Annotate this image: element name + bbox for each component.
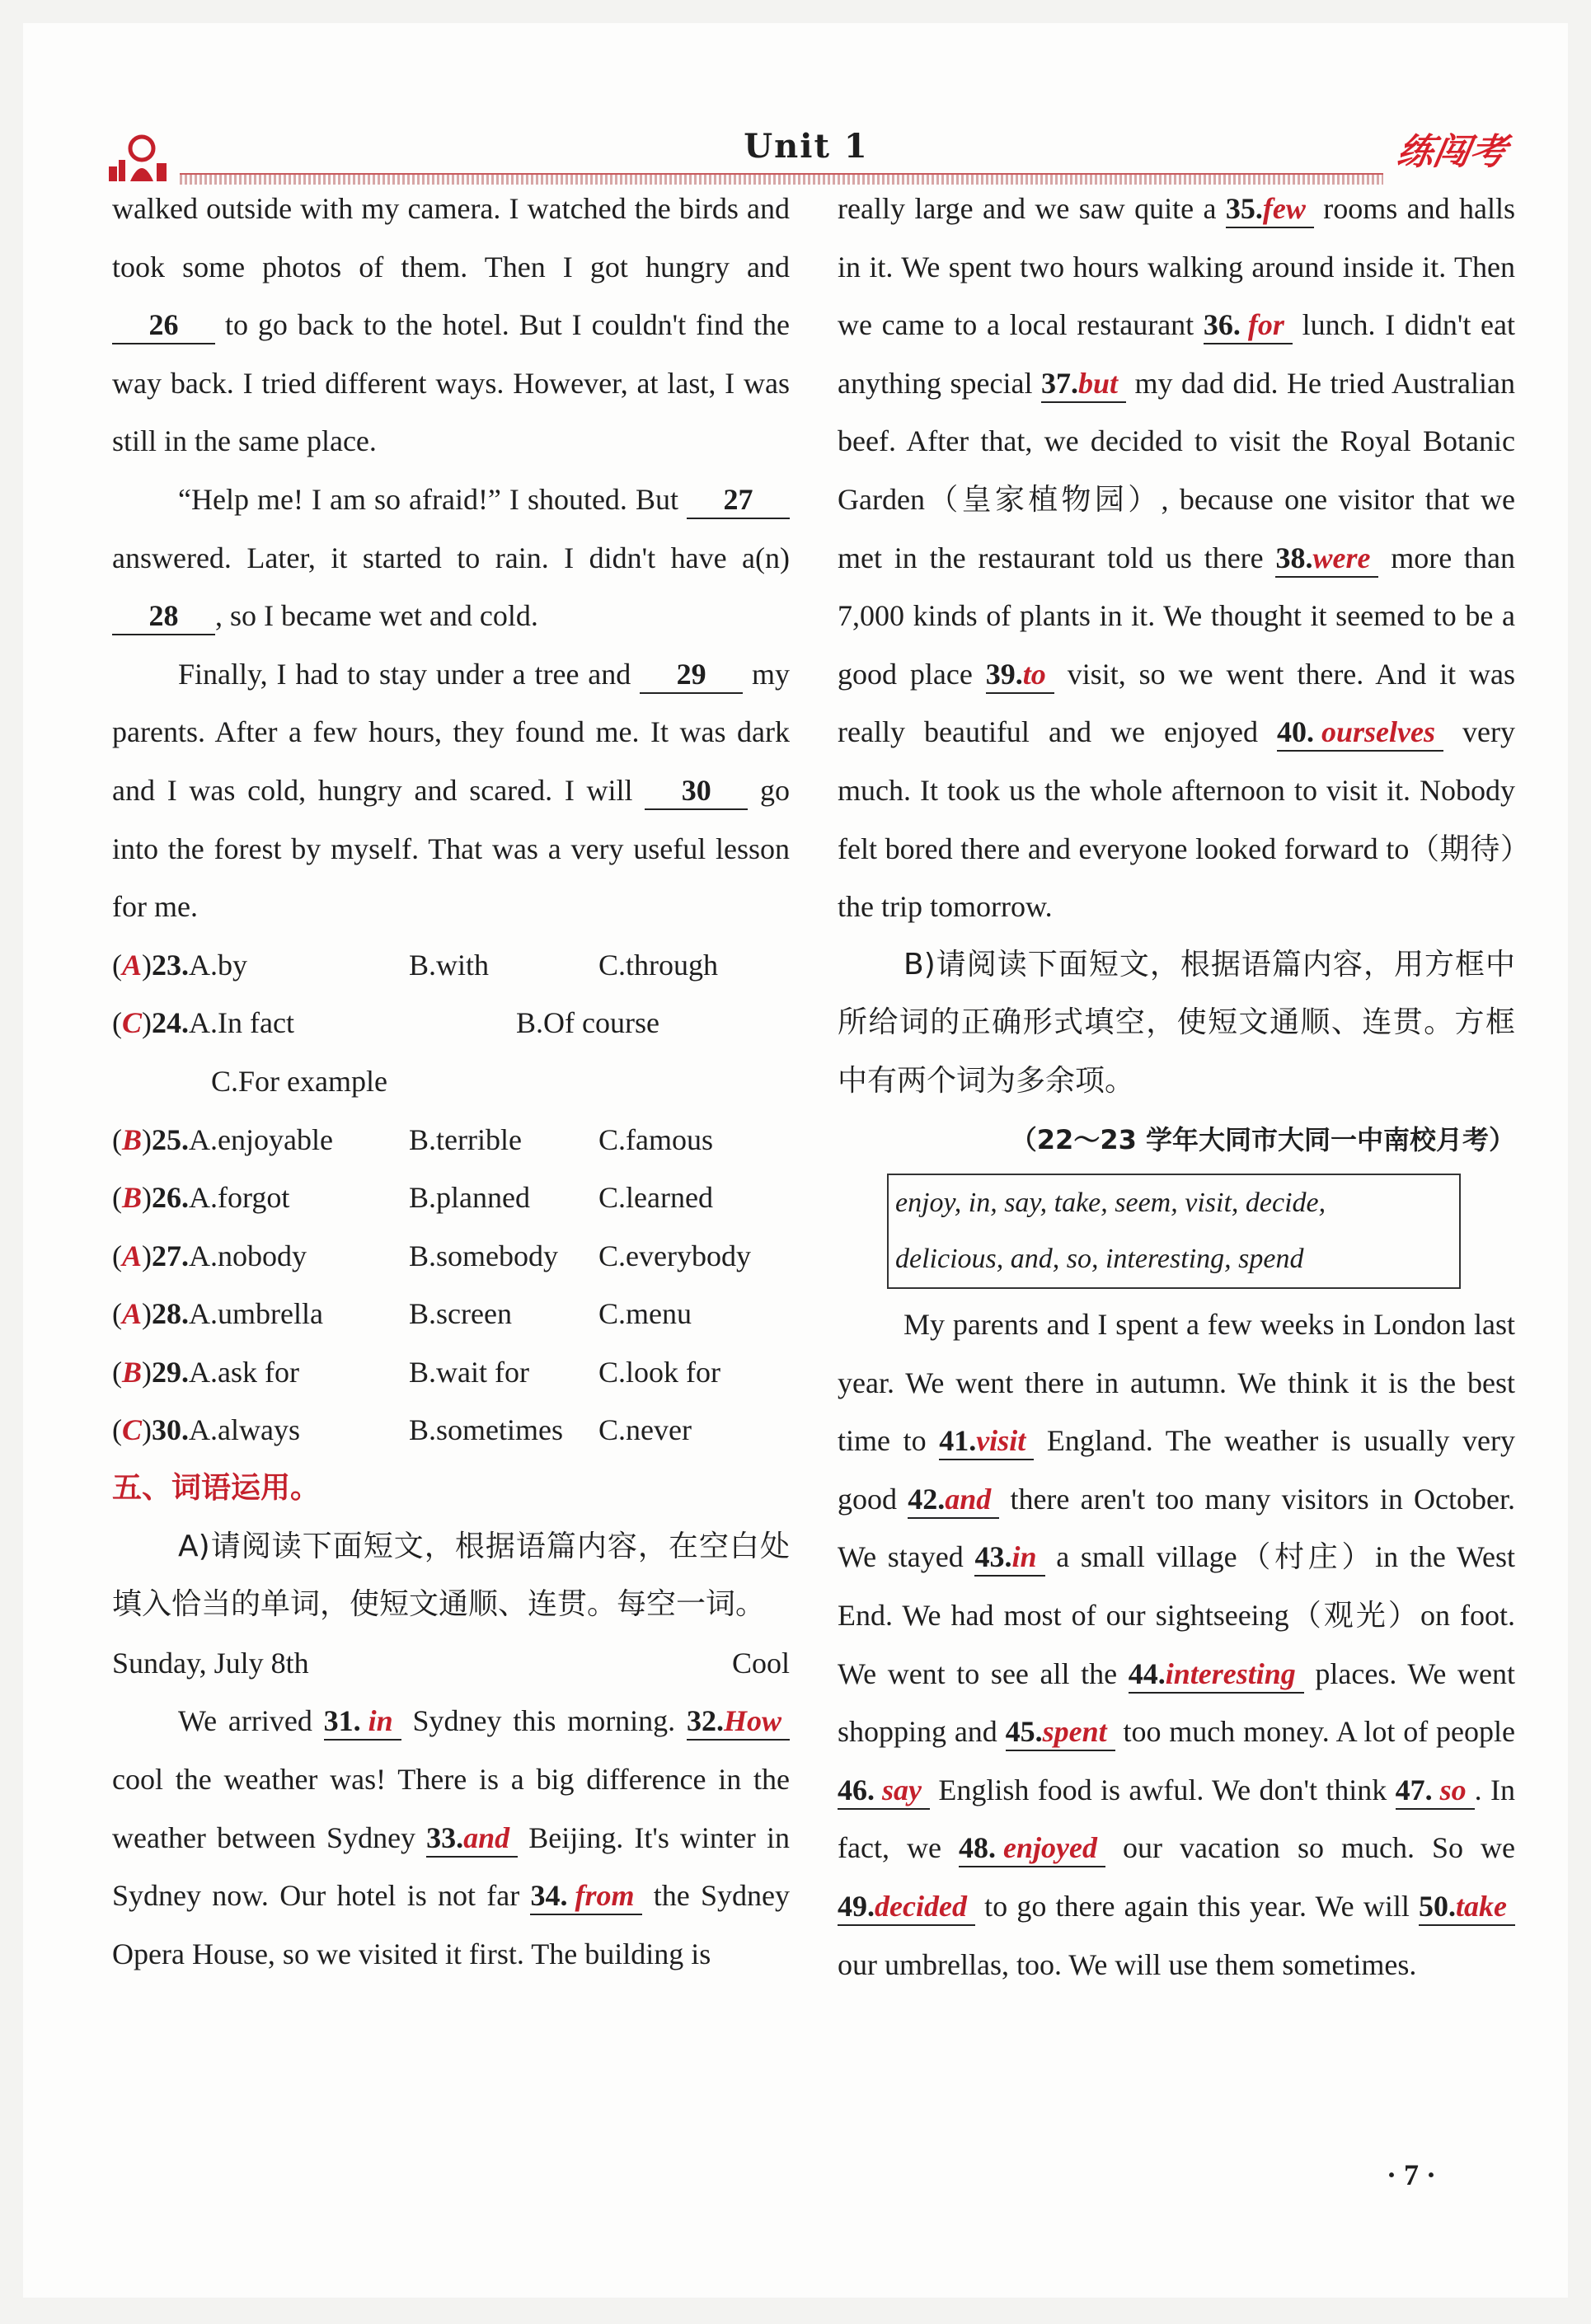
text: “Help me! I am so afraid!” I shouted. But [178,482,678,516]
answer-41[interactable] [939,1422,1034,1460]
answer-word: to [1022,657,1046,691]
answer-32[interactable] [687,1703,790,1741]
option-c[interactable]: C.everybody [598,1239,751,1272]
option-a[interactable]: A.In fact [189,1006,294,1040]
text: too much money. A lot of people [1123,1715,1516,1749]
text: cool the weather was! There is a big difference in the weather between Sydney [112,1763,790,1854]
answer-33[interactable] [426,1820,518,1858]
question-number: 35. [1225,192,1263,225]
answer-word: How [724,1704,782,1738]
left-column [112,180,790,1983]
option-row [112,1052,790,1111]
question-number: 38. [1275,541,1313,574]
text: rooms and halls in it. We spent two hours walking around inside it. Then we came to a local restaurant [838,192,1515,342]
blank-27[interactable]: 27 [687,481,790,519]
answer-word: decided [875,1890,967,1923]
text: my dad did. He tried Australian beef. After that, we decided to visit the Royal Botanic Garden（皇家植物园）, because one visitor that we met in the restaurant told us there [838,366,1515,574]
word-box [887,1174,1461,1289]
option-question: (B)26.A.forgot [112,1181,290,1215]
answer-word: say [882,1773,922,1806]
source-note: （22～23 学年大同市大同一中南校月考） [1010,1123,1515,1155]
question-number: 50. [1419,1890,1457,1923]
brand-logo: 练闯考 [1393,131,1510,173]
option-c[interactable]: C.For example [211,1064,387,1098]
word-box-line: enjoy, in, say, take, seem, visit, decide, [895,1188,1326,1219]
answer-45[interactable] [1006,1713,1115,1751]
option-c[interactable]: C.look for [598,1355,720,1389]
option-row [112,936,790,995]
text: Finally, I had to stay under a tree and [178,657,631,691]
answer-word: ourselves [1321,715,1435,749]
option-row [112,1169,790,1227]
diary-paragraph [112,1692,790,1983]
answer-letter: A [122,1297,143,1331]
question-number: 45. [1005,1715,1043,1749]
text: walked outside with my camera. I watched the birds and took some photos of them. Then I got hungry and [112,192,790,283]
option-a[interactable]: A.forgot [189,1181,290,1215]
answer-letter: B [122,1181,143,1215]
option-c[interactable]: C.famous [598,1122,713,1156]
question-number: 47. [1395,1773,1433,1806]
option-b[interactable]: B.somebody [409,1239,559,1272]
word-box-line: delicious, and, so, interesting, spend [895,1244,1304,1275]
text: to go back to the hotel. But I couldn't find the way back. I tried different ways. However, at last, I was still in the same place. [112,308,790,458]
page-number: · 7 · [1386,2158,1436,2191]
answer-word: take [1456,1890,1508,1923]
question-number: 37. [1040,366,1078,400]
diary-continued [838,180,1515,936]
question-number: 24. [152,1006,190,1040]
question-number: 41. [939,1424,977,1458]
text: very much. It took us the whole afternoon to visit it. Nobody felt bored there and everyone looked forward to（期待）the trip tomorrow. [838,715,1516,924]
text: our umbrellas, too. We will use them sometimes. [838,1947,1417,1981]
answer-word: visit [976,1424,1026,1458]
blank-28[interactable]: 28 [112,597,215,635]
option-question: (B)25.A.enjoyable [112,1122,333,1156]
text: My parents and I spent a few weeks in London last year. We went there in autumn. We think it is the best time to [838,1308,1515,1458]
answer-49[interactable] [838,1888,975,1926]
text: England. The weather is usually very good [838,1424,1516,1516]
paragraph-3 [112,645,790,936]
text: Sydney this morning. [412,1704,676,1738]
answer-word: so [1439,1773,1467,1806]
page-header [106,122,1510,180]
right-column [838,180,1515,1994]
option-a[interactable]: A.always [189,1413,300,1447]
question-number: 48. [958,1831,996,1865]
option-a[interactable]: A.by [189,948,248,982]
answer-word: spent [1042,1715,1107,1749]
text: lunch. I didn't eat anything special [838,308,1516,400]
question-number: 30. [152,1413,190,1447]
question-number: 43. [974,1540,1012,1574]
option-question: (A)23.A.by [112,948,248,982]
answer-50[interactable] [1419,1888,1515,1926]
option-question: (A)27.A.nobody [112,1239,307,1272]
option-a[interactable]: A.nobody [189,1239,307,1272]
answer-letter: C [122,1413,143,1447]
answer-letter: B [122,1122,143,1156]
option-row [112,1111,790,1169]
text: places. We went shopping and [838,1656,1515,1749]
option-b[interactable]: B.planned [409,1181,530,1215]
answer-word: from [575,1879,635,1913]
answer-word: in [368,1704,393,1738]
option-b[interactable]: B.wait for [409,1355,529,1389]
text: . In fact, we [838,1773,1515,1865]
option-c[interactable]: C.learned [598,1181,713,1215]
option-b[interactable]: B.screen [409,1297,512,1331]
option-a[interactable]: A.enjoyable [189,1122,333,1156]
answer-36[interactable] [1204,307,1293,344]
answer-35[interactable] [1226,190,1314,228]
question-number: 34. [530,1879,568,1913]
question-number: 25. [152,1122,190,1156]
answer-39[interactable] [986,656,1054,694]
option-row [112,1401,790,1460]
question-number: 40. [1277,715,1314,749]
answer-31[interactable] [324,1703,401,1741]
option-row [112,994,790,1052]
paragraph-1 [112,180,790,471]
question-number: 26. [152,1181,190,1215]
text: go into the forest by myself. That was a very useful lesson for me. [112,773,791,924]
text: , so I became wet and cold. [215,599,538,633]
text: Beijing. It's winter in Sydney now. Our hotel is not far [112,1820,790,1913]
answer-word: and [945,1482,992,1516]
option-row [112,1227,790,1286]
text: more than 7,000 kinds of plants in it. We thought it seemed to be a good place [838,541,1516,691]
diary-date: Sunday, July 8th [112,1646,309,1680]
option-b[interactable]: B.sometimes [409,1413,563,1447]
answer-46[interactable] [838,1772,930,1810]
section-heading: 五、词语运用。 [112,1471,321,1506]
answer-47[interactable] [1396,1772,1475,1810]
answer-48[interactable] [959,1830,1105,1867]
option-question: (C)24.A.In fact [112,1006,294,1040]
answer-word: were [1312,541,1371,574]
question-number: 31. [323,1704,361,1738]
question-number: 33. [426,1820,464,1854]
option-c[interactable]: C.never [598,1413,692,1447]
answer-word: and [463,1820,510,1854]
text: really large and we saw quite a [838,192,1217,225]
answer-word: in [1011,1540,1037,1574]
diary-weather: Cool [731,1646,790,1680]
option-row [112,1285,790,1343]
question-number: 46. [838,1773,875,1806]
passage-b [838,1296,1515,1994]
answer-40[interactable] [1277,714,1443,752]
option-question: (A)28.A.umbrella [112,1297,323,1331]
option-a[interactable]: A.ask for [189,1355,299,1389]
options-list [112,936,790,1460]
diary-header [112,1634,790,1693]
text: English food is awful. We don't think [938,1773,1387,1806]
answer-word: interesting [1165,1656,1296,1690]
option-b[interactable]: B.Of course [516,1006,659,1040]
answer-word: but [1077,366,1118,400]
text: there aren't too many visitors in October. We stayed [838,1482,1515,1574]
text: the Sydney Opera House, so we visited it first. The building is [112,1879,791,1970]
question-number: 29. [152,1355,190,1389]
question-number: 44. [1128,1656,1166,1690]
text: my parents. After a few hours, they found me. It was dark and I was cold, hungry and scared. I will [112,657,791,807]
text: our vacation so much. So we [1122,1831,1516,1865]
page [23,23,1568,2298]
option-c[interactable]: C.menu [598,1297,692,1331]
option-row [112,1343,790,1402]
blank-30[interactable]: 30 [645,772,748,810]
question-number: 39. [985,657,1023,691]
answer-letter: B [122,1355,143,1389]
answer-37[interactable] [1041,365,1126,403]
question-number: 27. [152,1239,190,1272]
question-number: 28. [152,1297,190,1331]
question-number: 49. [838,1890,875,1923]
answer-letter: C [122,1006,143,1040]
option-a[interactable]: A.umbrella [189,1297,323,1331]
answer-38[interactable] [1275,540,1378,578]
text: to go there again this year. We will [984,1890,1410,1923]
text: We arrived [178,1704,312,1738]
answer-44[interactable] [1129,1656,1304,1694]
answer-letter: A [122,948,143,982]
option-question: (B)29.A.ask for [112,1355,299,1389]
answer-34[interactable] [530,1877,642,1915]
unit-title: Unit 1 [744,127,869,166]
text: visit, so we went there. And it was really beautiful and we enjoyed [838,657,1516,749]
answer-word: enjoyed [1002,1831,1097,1865]
question-number: 42. [908,1482,946,1516]
text: a small village（村庄）in the West End. We had most of our sightseeing（观光）on foot. We went to see all the [838,1540,1516,1690]
question-number: 32. [687,1704,725,1738]
option-b[interactable]: B.with [409,948,490,982]
blank-29[interactable]: 29 [640,656,743,694]
text: answered. Later, it started to rain. I didn't have a(n) [112,541,790,574]
question-number: 23. [152,948,190,982]
option-b[interactable]: B.terrible [409,1122,522,1156]
option-question: (C)30.A.always [112,1413,300,1447]
question-number: 36. [1203,308,1241,342]
blank-26[interactable]: 26 [112,307,215,344]
instruction-b: B)请阅读下面短文，根据语篇内容，用方框中所给词的正确形式填空，使短文通顺、连贯。方框中有两个词为多余项。 [838,947,1515,1098]
answer-word: few [1262,192,1306,225]
answer-43[interactable] [974,1539,1044,1577]
answer-42[interactable] [908,1481,999,1519]
answer-word: for [1247,308,1284,342]
instruction-a: A)请阅读下面短文，根据语篇内容，在空白处填入恰当的单词，使短文通顺、连贯。每空一词。 [112,1529,790,1622]
paragraph-2 [112,471,790,645]
answer-letter: A [122,1239,143,1272]
option-c[interactable]: C.through [598,948,719,982]
